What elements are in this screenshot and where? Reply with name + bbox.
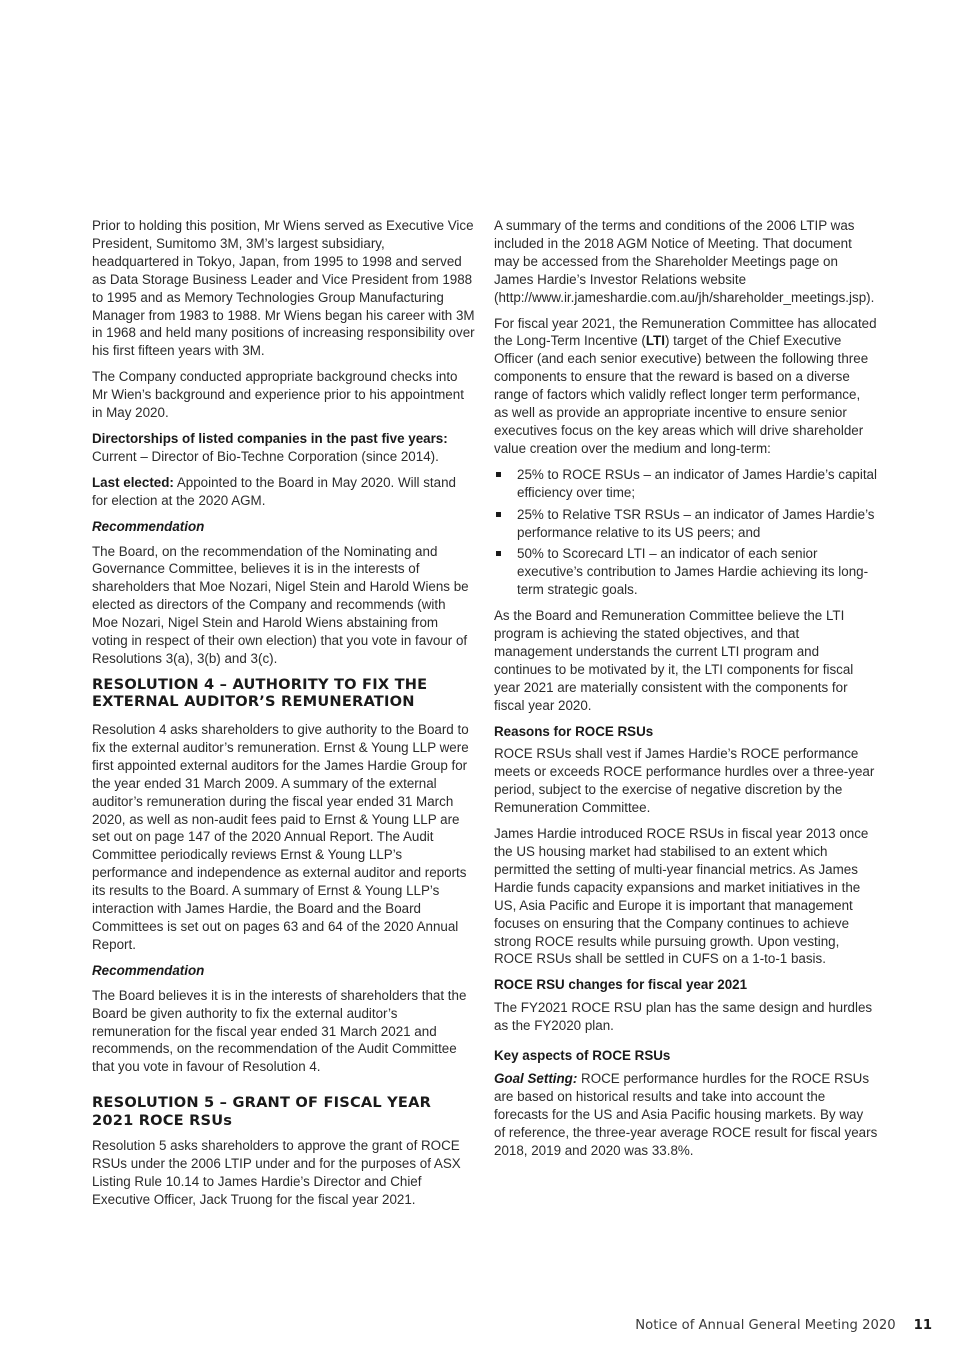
- changes-heading: ROCE RSU changes for fiscal year 2021: [494, 977, 748, 993]
- paragraph: Resolution 5 asks shareholders to approve the grant of ROCE RSUs under the 2006 LTIP under and for the purposes of ASX Listing Rule 10.14 to James Hardie’s Director and Chief Executive Officer, Jack Truong for the fiscal year 2021.: [92, 1138, 461, 1208]
- goal-setting-text: ROCE performance hurdles for the ROCE RSUs are based on historical results and take into account the forecasts for the US and Asia Pacific housing markets. By way of reference, the three-year average ROCE result for fiscal years 2018, 2019 and 2020 was 33.8%.: [494, 1070, 878, 1158]
- page-number: 11: [913, 1318, 932, 1333]
- paragraph: The Board believes it is in the interests of shareholders that the Board be given authority to fix the external auditor’s remuneration for the fiscal year ended 31 March 2021 and recommends, on the recommendation of the Audit Committee that you vote in favour of Resolution 4.: [92, 987, 467, 1075]
- directorships-text: Current – Director of Bio-Techne Corporation (since 2014).: [92, 448, 439, 464]
- paragraph: The Company conducted appropriate background checks into Mr Wien’s background and experience prior to his appointment in May 2020.: [92, 369, 464, 421]
- paragraph: The Board, on the recommendation of the Nominating and Governance Committee, believes it is in the interests of shareholders that Moe Nozari, Nigel Stein and Harold Wiens be elected as directors of the Company and recommends (with Moe Nozari, Nigel Stein and Harold Wiens abstaining from voting in respect of their own election) that you vote in favour of Resolutions 3(a), 3(b) and 3(c).: [92, 543, 469, 666]
- lti-paragraph: [494, 315, 878, 458]
- paragraph: Resolution 4 asks shareholders to give authority to the Board to fix the external auditor’s remuneration. Ernst & Young LLP were first appointed external auditors for the James Hardie Group for the year ended 31 March 2009. A summary of the external auditor’s remuneration during the fiscal year ended 31 March 2020, as well as non-audit fees paid to Ernst & Young LLP are set out on page 147 of the 2020 Annual Report. The Audit Committee periodically reviews Ernst & Young LLP’s performance and independence as external auditor and reports its results to the Board. A summary of Ernst & Young LLP’s interaction with James Hardie, the Board and the Board Committees is set out on pages 63 and 64 of the 2020 Annual Report.: [92, 722, 469, 952]
- recommendation-heading: Recommendation: [92, 962, 205, 978]
- right-column: [494, 217, 878, 1168]
- last-elected-text: Appointed to the Board in May 2020. Will stand for election at the 2020 AGM.: [92, 474, 456, 508]
- recommendation-heading: Recommendation: [92, 518, 205, 534]
- footer-title: Notice of Annual General Meeting 2020: [635, 1318, 896, 1333]
- directorships-paragraph: [92, 430, 475, 466]
- text-span: ) target of the Chief Executive Officer (and each senior executive) between the following three components to ensure that the reward is based on a diverse range of factors which validly reflect longer term performance, as well as provide an appropriate incentive to ensure senior executives focus on the key areas which will drive shareholder value creation over the medium and long-term:: [494, 333, 869, 456]
- paragraph: James Hardie introduced ROCE RSUs in fiscal year 2013 once the US housing market had stabilised to an extent which permitted the setting of multi-year financial metrics. As James Hardie funds capacity expansions and market initiatives in the US, Asia Pacific and Europe it is important that management focuses on ensuring that the Company continues to achieve strong ROCE results while pursuing growth. Upon vesting, ROCE RSUs shall be settled in CUFS on a 1-to-1 basis.: [494, 826, 869, 967]
- paragraph: As the Board and Remuneration Committee believe the LTI program is achieving the stated objectives, and that management understands the current LTI program and continues to be motivated by it, the LTI components for fiscal year 2021 are materially consistent with the components for fiscal year 2020.: [494, 608, 854, 713]
- paragraph: Prior to holding this position, Mr Wiens served as Executive Vice President, Sumitomo 3M, 3M’s largest subsidiary, headquartered in Tokyo, Japan, from 1995 to 1998 and served as Data Storage Business Leader and Vice President from 1988 to 1995 and as Memory Technologies Group Manufacturing Manager from 1983 to 1988. Mr Wiens began his career with 3M in 1968 and held many positions of increasing responsibility over his first fifteen years with 3M.: [92, 218, 475, 359]
- paragraph: ROCE RSUs shall vest if James Hardie’s ROCE performance meets or exceeds ROCE performance hurdles over a three-year period, subject to the exercise of negative discretion by the Remuneration Committee.: [494, 746, 875, 816]
- goal-setting-label: Goal Setting:: [494, 1070, 578, 1086]
- directorships-label: Directorships of listed companies in the past five years:: [92, 430, 448, 446]
- resolution-5-heading: RESOLUTION 5 – GRANT OF FISCAL YEAR 2021 ROCE RSUs: [92, 1094, 432, 1129]
- lti-bold: LTI: [645, 333, 665, 349]
- paragraph: A summary of the terms and conditions of the 2006 LTIP was included in the 2018 AGM Notice of Meeting. That document may be accessed from the Shareholder Meetings page on James Hardie’s Investor Relations website (http://www.ir.jameshardie.com.au/jh/shareholder_meetings.jsp).: [494, 218, 875, 305]
- resolution-4-heading: RESOLUTION 4 – AUTHORITY TO FIX THE EXTERNAL AUDITOR’S REMUNERATION: [92, 675, 428, 711]
- list-item: 50% to Scorecard LTI – an indicator of each senior executive’s contribution to James Hardie achieving its long-term strategic goals.: [494, 545, 878, 599]
- key-aspects-heading: Key aspects of ROCE RSUs: [494, 1048, 671, 1064]
- page-footer: [635, 1318, 932, 1333]
- reasons-heading: Reasons for ROCE RSUs: [494, 723, 654, 739]
- lti-components-list: [494, 466, 878, 599]
- last-elected-label: Last elected:: [92, 474, 174, 490]
- list-item: 25% to Relative TSR RSUs – an indicator of James Hardie’s performance relative to its US peers; and: [494, 506, 878, 542]
- paragraph: The FY2021 ROCE RSU plan has the same design and hurdles as the FY2020 plan.: [494, 1000, 873, 1034]
- list-item: 25% to ROCE RSUs – an indicator of James Hardie’s capital efficiency over time;: [494, 466, 878, 502]
- text-span: For fiscal year 2021, the Remuneration Committee has allocated the Long-Term Incentive (: [494, 315, 877, 349]
- goal-setting-paragraph: [494, 1070, 878, 1160]
- last-elected-paragraph: [92, 474, 475, 510]
- left-column: [92, 217, 475, 1217]
